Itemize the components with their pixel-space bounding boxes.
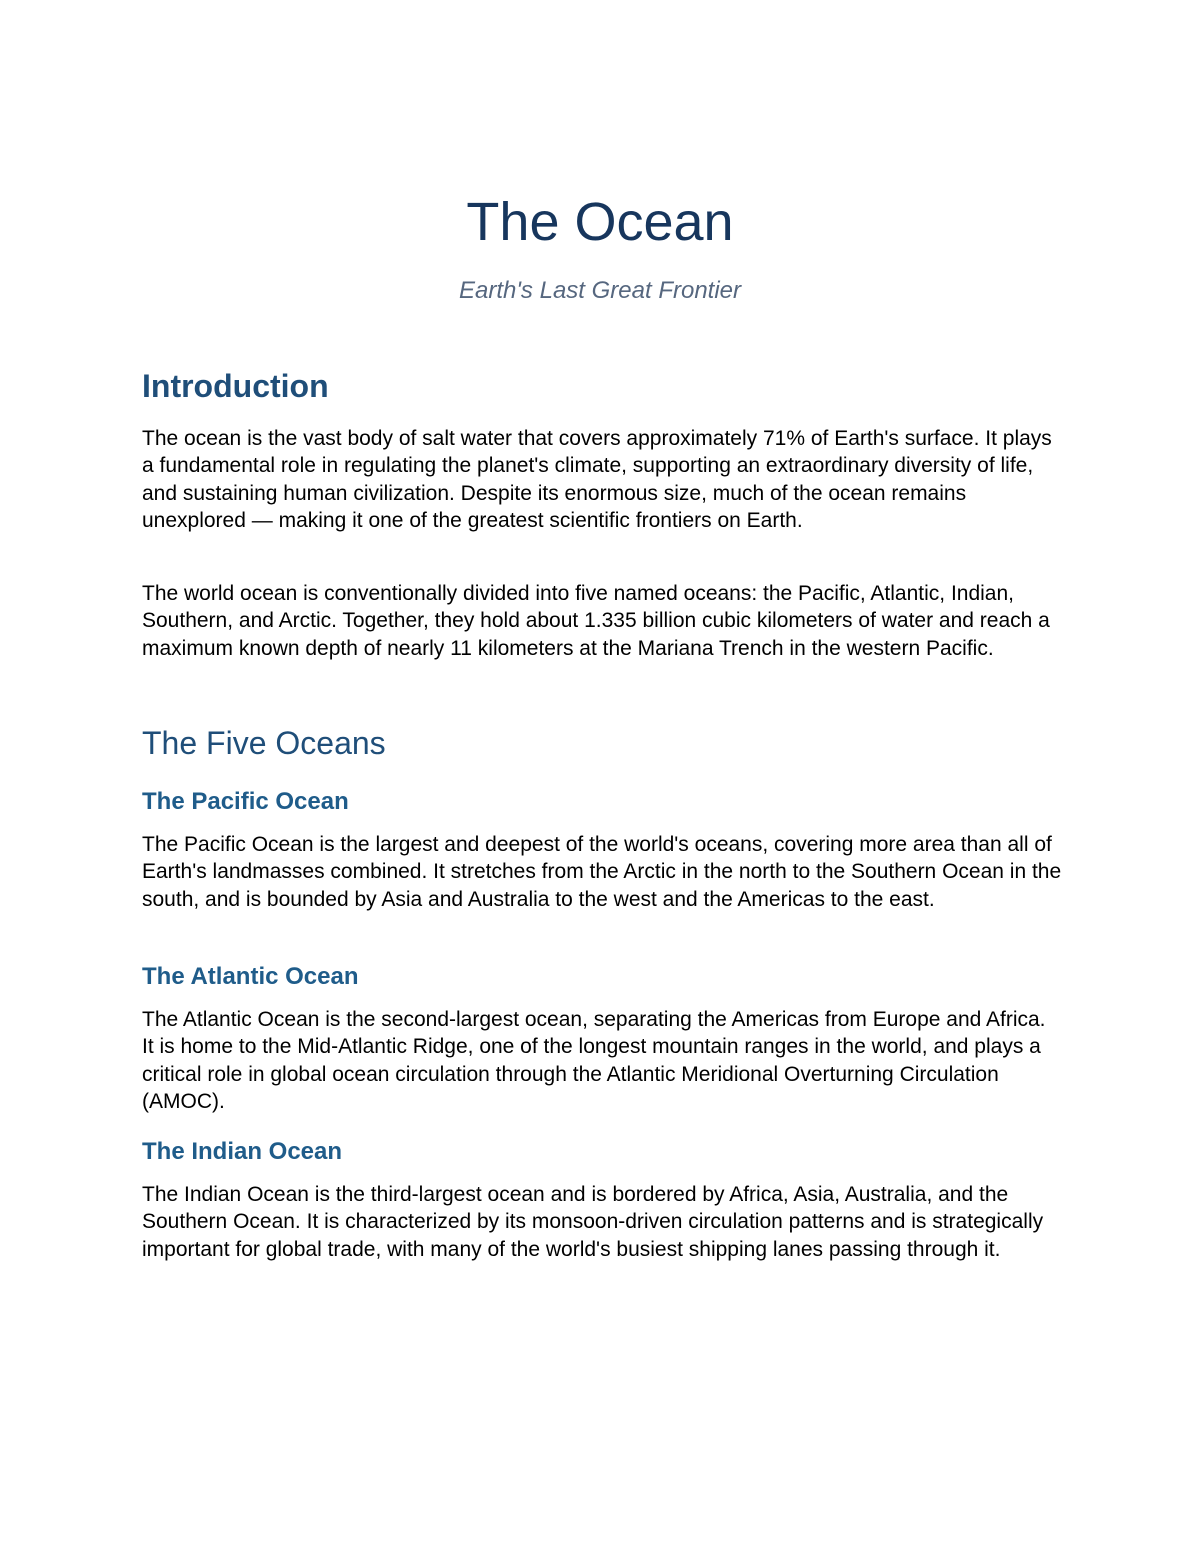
pacific-heading: The Pacific Ocean [142,788,349,815]
indian-heading: The Indian Ocean [142,1138,343,1165]
five-oceans-heading: The Five Oceans [142,725,386,761]
document-title: The Ocean [466,192,734,252]
atlantic-heading: The Atlantic Ocean [142,963,359,990]
indian-paragraph: The Indian Ocean is the third-largest ocean and is bordered by Africa, Asia, Australia, and the Southern Ocean. It is characterized by its monsoon-driven circulation patterns and is strategically important for global trade, with many of the world's busiest shipping lanes passing through it. [142,1183,1044,1261]
introduction-heading: Introduction [142,368,329,404]
pacific-paragraph: The Pacific Ocean is the largest and deepest of the world's oceans, covering more area than all of Earth's landmasses combined. It stretches from the Arctic in the north to the Southern Ocean in the south, and is bounded by Asia and Australia to the west and the Americas to the east. [142,833,1062,911]
introduction-paragraph-2: The world ocean is conventionally divided into five named oceans: the Pacific, Atlantic, Indian, Southern, and Arctic. Together, they hold about 1.335 billion cubic kilometers of water and reach a maximum known depth of nearly 11 kilometers at the Mariana Trench in the western Pacific. [142,582,1050,660]
introduction-paragraph-1: The ocean is the vast body of salt water that covers approximately 71% of Earth's surface. It plays a fundamental role in regulating the planet's climate, supporting an extraordinary diversity of life, and sustaining human civilization. Despite its enormous size, much of the ocean remains unexplored — making it one of the greatest scientific frontiers on Earth. [142,427,1052,532]
atlantic-paragraph: The Atlantic Ocean is the second-largest ocean, separating the Americas from Europe and Africa. It is home to the Mid-Atlantic Ridge, one of the longest mountain ranges in the world, and plays a critical role in global ocean circulation through the Atlantic Meridional Overturning Circulation (AMOC). [142,1008,1046,1113]
document-subtitle: Earth's Last Great Frontier [458,277,742,304]
